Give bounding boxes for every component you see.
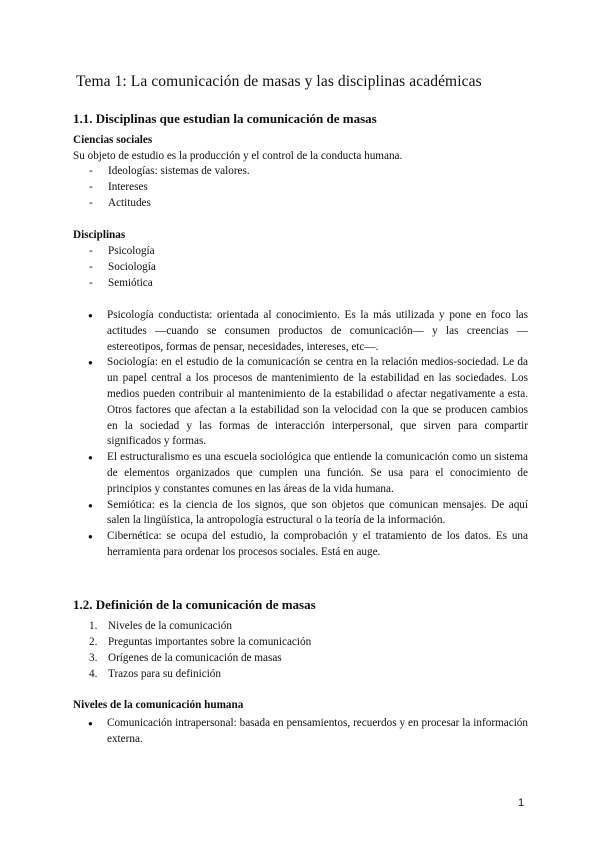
bullet-item: ● Comunicación intrapersonal: basada en pensamientos, recuerdos y en procesar la información externa. <box>88 716 528 748</box>
page-number: 1 <box>518 797 525 809</box>
dash-item: - Sociología <box>89 261 156 273</box>
bullet-item: ● El estructuralismo es una escuela sociológica que entiende la comunicación como un sistema de elementos organizados que cumplen una función. Se usa para el conocimiento de principios y constantes comunes en las áreas de la vida humana. <box>88 450 528 497</box>
section-heading-1-2: 1.2. Definición de la comunicación de masas <box>73 597 316 612</box>
document-title: Tema 1: La comunicación de masas y las disciplinas académicas <box>76 73 482 90</box>
dash-item: - Ideologías: sistemas de valores. <box>89 165 250 177</box>
bullet-item: ● Sociología: en el estudio de la comunicación se centra en la relación medios-sociedad. Le da un papel central a los procesos de mantenimiento de la estabilidad en las sociedades. Los medios pueden contribuir al mantenimiento de la estabilidad o afectar negativamente a esta. Otros factores que afectan a la estabilidad son la velocidad con la que se producen cambios en la sociedad y las formas de interacción interpersonal, que sirven para compartir significados y formas. <box>88 355 528 450</box>
numbered-item: 2. Preguntas importantes sobre la comunicación <box>89 636 312 648</box>
paragraph-ciencias: Su objeto de estudio es la producción y el control de la conducta humana. <box>73 150 403 162</box>
subheading-niveles: Niveles de la comunicación humana <box>73 699 244 711</box>
subheading-ciencias-sociales: Ciencias sociales <box>73 134 153 146</box>
bullet-item: ● Psicología conductista: orientada al conocimiento. Es la más utilizada y pone en foco las actitudes —cuando se consumen productos de comunicación— y las creencias —estereotipos, formas de pensar, necesidades, intereses, etc—. <box>88 308 528 355</box>
subheading-disciplinas: Disciplinas <box>73 229 126 241</box>
numbered-item: 1. Niveles de la comunicación <box>89 620 232 632</box>
dash-item: - Intereses <box>89 181 148 193</box>
bullet-item: ● Cibernética: se ocupa del estudio, la comprobación y el tratamiento de los datos. Es una herramienta para ordenar los procesos sociales. Está en auge. <box>88 529 528 561</box>
numbered-item: 4. Trazos para su definición <box>89 668 221 680</box>
discipline-bullet-list <box>88 308 528 561</box>
section-heading-1-1: 1.1. Disciplinas que estudian la comunicación de masas <box>73 111 377 126</box>
bullet-item: ● Semiótica: es la ciencia de los signos, que son objetos que comunican mensajes. De aquí salen la lingüística, la antropología estructural o la teoría de la información. <box>88 498 528 530</box>
niveles-bullet-list <box>88 716 528 748</box>
dash-item: - Psicología <box>89 245 155 257</box>
numbered-item: 3. Orígenes de la comunicación de masas <box>89 652 282 664</box>
dash-item: - Actitudes <box>89 197 151 209</box>
dash-item: - Semiótica <box>89 277 153 289</box>
